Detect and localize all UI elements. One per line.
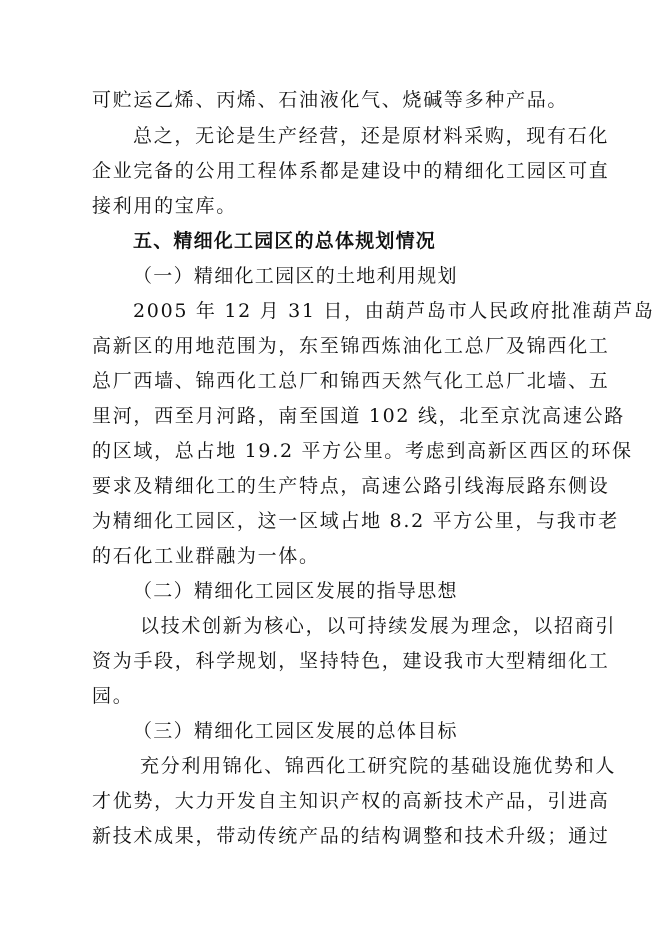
- text-line: 高新区的用地范围为，东至锦西炼油化工总厂及锦西化工: [92, 335, 610, 357]
- section-heading: 五、精细化工园区的总体规划情况: [133, 230, 437, 252]
- text-line: 充分利用锦化、锦西化工研究院的基础设施优势和人: [140, 755, 617, 777]
- text-line: 才优势，大力开发自主知识产权的高新技术产品，引进高: [92, 790, 610, 812]
- text-line: 里河，西至月河路，南至国道 102 线，北至京沈高速公路: [92, 405, 625, 427]
- text-line: 总厂西墙、锦西化工总厂和锦西天然气化工总厂北墙、五: [92, 370, 610, 392]
- text-line: 可贮运乙烯、丙烯、石油液化气、烧碱等多种产品。: [92, 89, 569, 111]
- subsection-heading: （一）精细化工园区的土地利用规划: [133, 265, 458, 287]
- subsection-heading: （三）精细化工园区发展的总体目标: [133, 720, 458, 742]
- text-line: 以技术创新为核心，以可持续发展为理念，以招商引: [140, 615, 617, 637]
- text-line: 的石化工业群融为一体。: [92, 545, 320, 567]
- text-line: 为精细化工园区，这一区域占地 8.2 平方公里，与我市老: [92, 510, 619, 532]
- text-line: 要求及精细化工的生产特点，高速公路引线海辰路东侧设: [92, 475, 610, 497]
- text-line: 新技术成果，带动传统产品的结构调整和技术升级；通过: [92, 825, 610, 847]
- text-line: 接利用的宝库。: [92, 195, 237, 217]
- text-line: 园。: [92, 685, 134, 707]
- text-line: 企业完备的公用工程体系都是建设中的精细化工园区可直: [92, 160, 610, 182]
- text-line: 资为手段，科学规划，坚持特色，建设我市大型精细化工: [92, 650, 610, 672]
- text-line: 总之，无论是生产经营，还是原材料采购，现有石化: [133, 125, 610, 147]
- text-line: 的区域，总占地 19.2 平方公里。考虑到高新区西区的环保: [92, 440, 633, 462]
- subsection-heading: （二）精细化工园区发展的指导思想: [133, 580, 458, 602]
- text-line: 2005 年 12 月 31 日，由葫芦岛市人民政府批准葫芦岛: [133, 300, 655, 322]
